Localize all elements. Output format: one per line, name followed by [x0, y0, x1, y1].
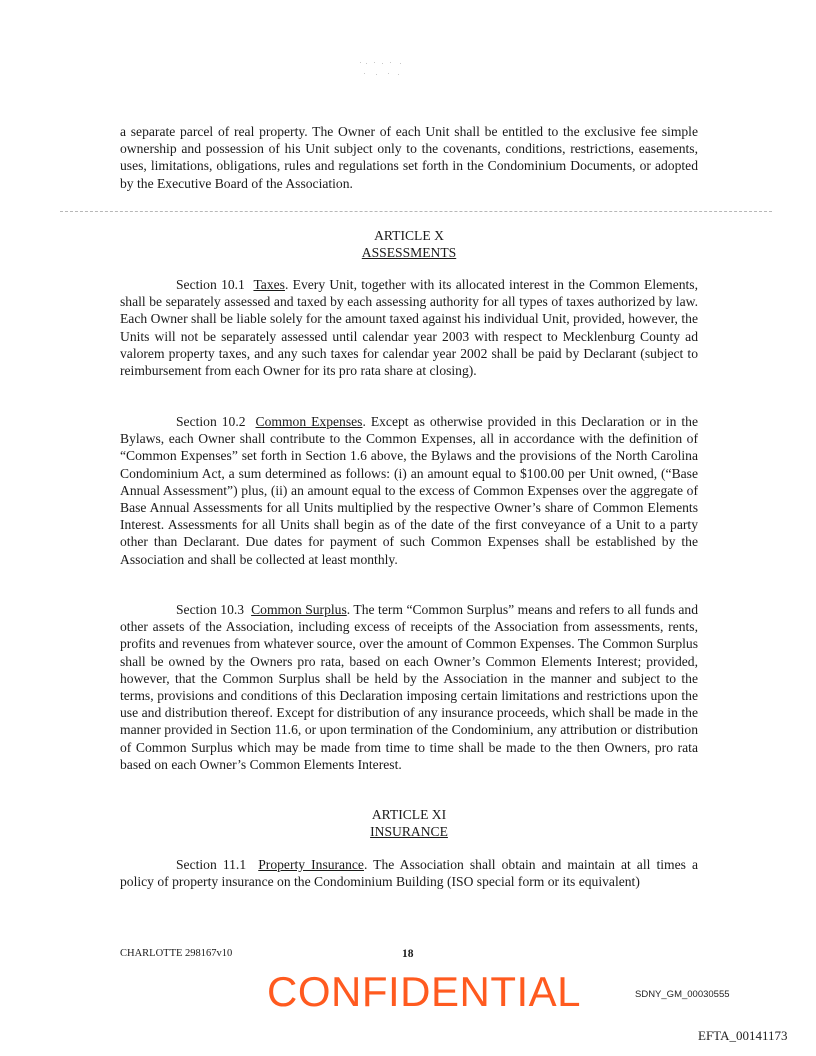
bates-number: SDNY_GM_00030555: [635, 989, 730, 1000]
section-10-3: [120, 601, 698, 773]
section-body: . Every Unit, together with its allocated interest in the Common Elements, shall be separately assessed and taxed by each assessing authority for all types of taxes authorized by law. Each Owner shall be liable solely for the amount taxed against his individual Unit, provided, however, the Units will not be separately assessed until calendar year 2003 with respect to Mecklenburg County ad valorem property taxes, and any such taxes for calendar year 2002 shall be paid by Declarant (subject to reimbursement from each Owner for its pro rata share at closing).: [120, 277, 698, 379]
article-11-title: ARTICLE XI: [371, 807, 447, 822]
section-body: . The term “Common Surplus” means and refers to all funds and other assets of the Association, including excess of receipts of the Association from assessments, rents, profits and revenues from whatever source, over the amount of Common Expenses. The Common Surplus shall be owned by the Owners pro rata, based on each Owner’s Common Elements Interest; provided, however, that the Common Surplus shall be held by the Association in the manner and subject to the terms, provisions and conditions of this Declaration imposing certain limitations and restrictions upon the use and distribution thereof. Except for distribution of any insurance proceeds, which shall be made in the manner provided in Section 11.6, or upon termination of the Condominium, any attribution or distribution of Common Surplus which may be made from time to time shall be made to the then Owners, pro rata based on each Owner’s Common Elements Interest.: [120, 602, 698, 772]
section-11-1: [120, 856, 698, 890]
scan-artifact-specks: [356, 58, 416, 78]
section-title: Common Surplus: [251, 602, 347, 617]
footer-page-number: 18: [402, 948, 414, 960]
article-10-title: ARTICLE X: [374, 228, 444, 243]
section-number: Section 11.1: [176, 857, 247, 872]
section-number: Section 10.3: [176, 602, 245, 617]
section-title: Property Insurance: [258, 857, 364, 872]
section-10-1: [120, 276, 698, 379]
section-body: . The Association shall obtain and maintain at all times a policy of property insurance on the Condominium Building (ISO special form or its equivalent): [120, 857, 698, 890]
confidential-stamp: CONFIDENTIAL: [267, 968, 582, 1015]
article-10-heading: [120, 227, 698, 261]
scan-divider-line: [60, 211, 772, 212]
section-number: Section 10.1: [176, 277, 245, 292]
section-title: Taxes: [253, 277, 285, 292]
section-body: . Except as otherwise provided in this Declaration or in the Bylaws, each Owner shall contribute to the Common Expenses, all in accordance with the definition of “Common Expenses” set forth in Section 1.6 above, the Bylaws and the provisions of the North Carolina Condominium Act, a sum determined as follows: (i) an amount equal to $100.00 per Unit owned, (“Base Annual Assessment”) plus, (ii) an amount equal to the excess of Common Expenses over the aggregate of Base Annual Assessments for all Units multiplied by the respective Owner’s share of Common Elements Interest. Assessments for all Units shall begin as of the date of the first conveyance of a Unit to a party other than Declarant. Due dates for payment of such Common Expenses shall be established by the Association and shall be collected at least monthly.: [120, 414, 698, 567]
footer-doc-id: CHARLOTTE 298167v10: [120, 948, 233, 959]
section-number: Section 10.2: [176, 414, 246, 429]
section-title: Common Expenses: [255, 414, 363, 429]
article-11-heading: [120, 806, 698, 840]
section-10-2: [120, 413, 698, 568]
continuation-paragraph: a separate parcel of real property. The Owner of each Unit shall be entitled to the exclusive fee simple ownership and possession of his Unit subject only to the covenants, conditions, restrictions, easements, uses, limitations, obligations, rules and regulations set forth in the Condominium Documents, or adopted by the Executive Board of the Association.: [120, 124, 698, 191]
efta-number: EFTA_00141173: [698, 1028, 788, 1043]
article-11-subtitle: INSURANCE: [370, 824, 448, 840]
article-10-subtitle: ASSESSMENTS: [361, 245, 457, 261]
